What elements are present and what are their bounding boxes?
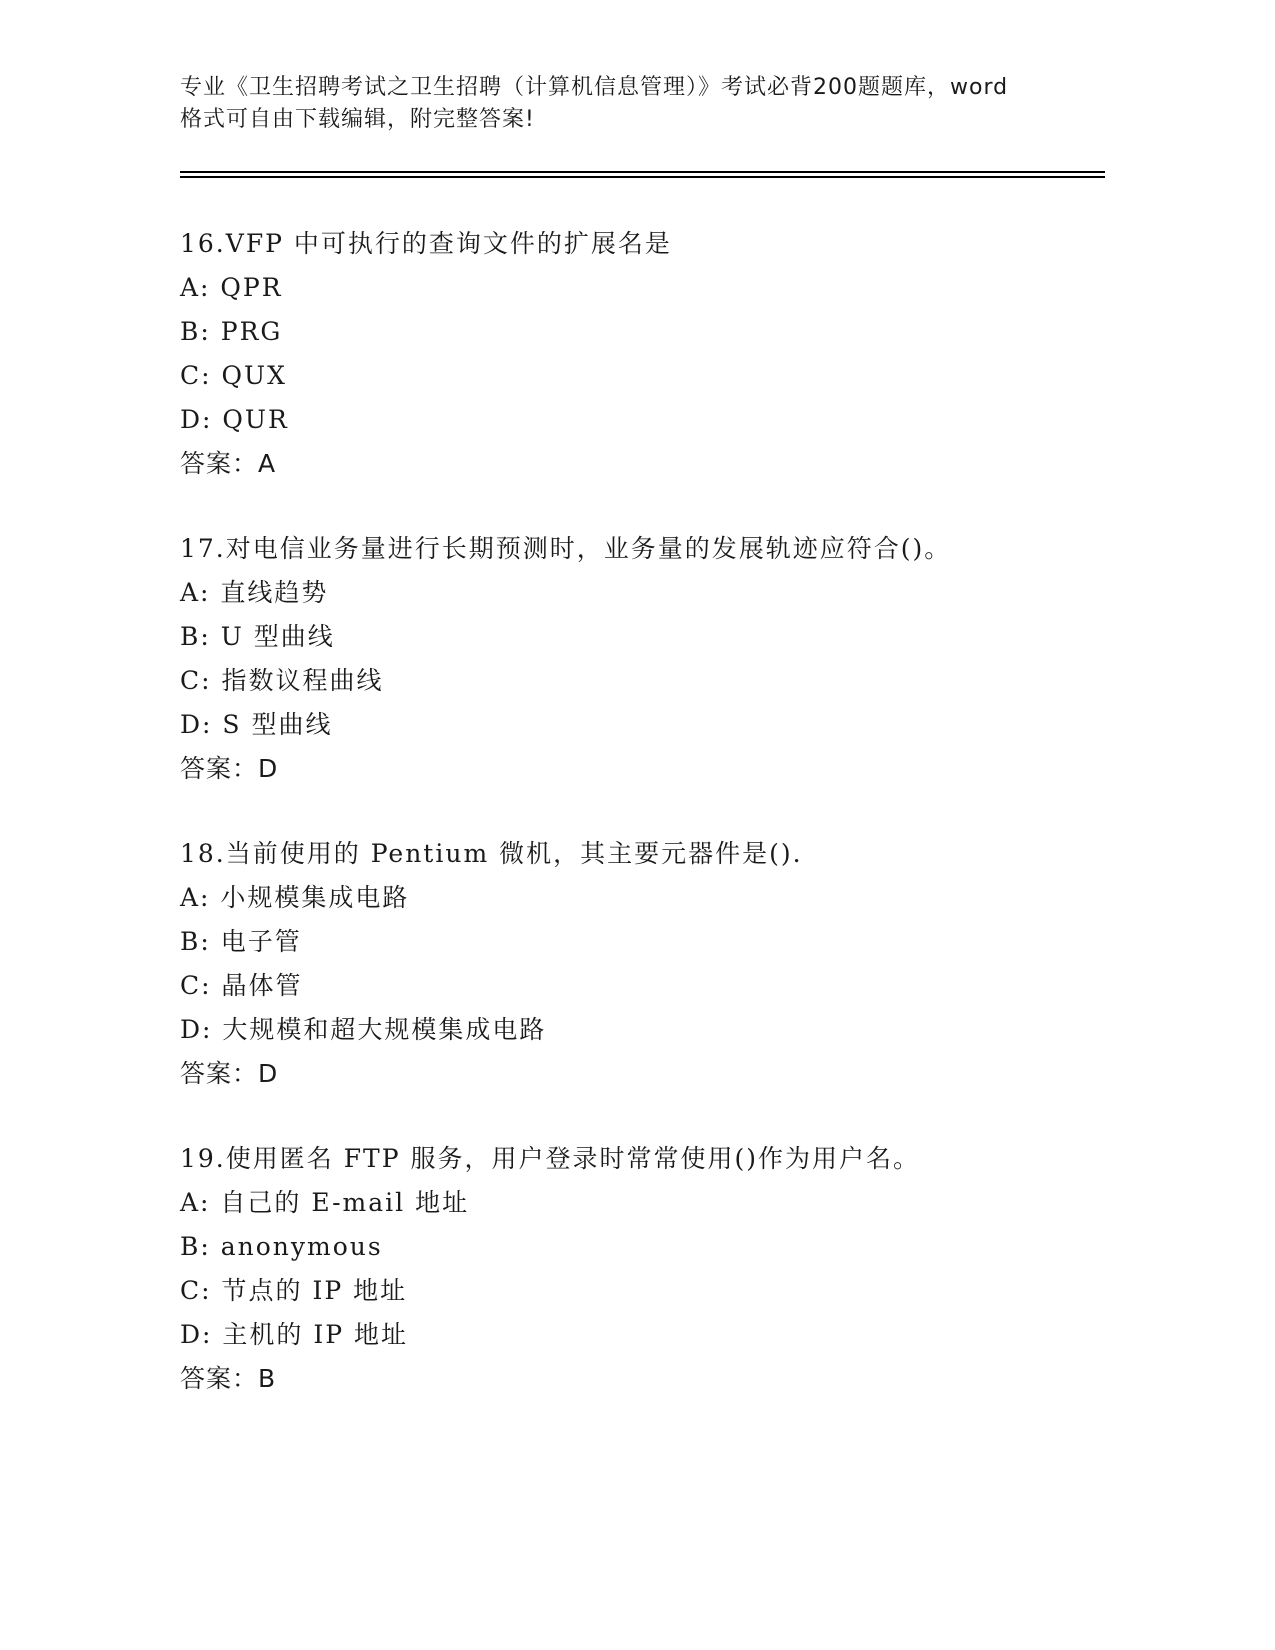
option-a: A: 直线趋势 (180, 578, 329, 607)
question-16 (180, 222, 1100, 486)
answer-label: 答案：D (180, 1059, 279, 1088)
option-a: A: QPR (180, 273, 283, 302)
option-c: C: 节点的 IP 地址 (180, 1276, 408, 1305)
question-19 (180, 1137, 1100, 1401)
option-b: B: U 型曲线 (180, 622, 335, 651)
question-stem: 18.当前使用的 Pentium 微机，其主要元器件是(). (180, 839, 803, 868)
header-divider-top (180, 171, 1105, 173)
option-d: D: 大规模和超大规模集成电路 (180, 1015, 547, 1044)
question-stem: 17.对电信业务量进行长期预测时，业务量的发展轨迹应符合()。 (180, 534, 952, 563)
header-divider-bottom (180, 176, 1105, 178)
option-d: D: 主机的 IP 地址 (180, 1320, 409, 1349)
option-b: B: PRG (180, 317, 283, 346)
header-line-1: 专业《卫生招聘考试之卫生招聘（计算机信息管理）》考试必背200题题库，word (180, 75, 1009, 100)
header-line-2: 格式可自由下载编辑，附完整答案! (180, 107, 535, 132)
answer-label: 答案：D (180, 754, 279, 783)
answer-label: 答案：B (180, 1364, 277, 1393)
option-d: D: QUR (180, 405, 289, 434)
question-17 (180, 527, 1100, 791)
option-c: C: QUX (180, 361, 287, 390)
option-a: A: 小规模集成电路 (180, 883, 410, 912)
option-b: B: anonymous (180, 1232, 383, 1261)
question-stem: 16.VFP 中可执行的查询文件的扩展名是 (180, 229, 672, 258)
option-d: D: S 型曲线 (180, 710, 333, 739)
document-header (180, 72, 1080, 136)
option-a: A: 自己的 E-mail 地址 (180, 1188, 470, 1217)
answer-label: 答案：A (180, 449, 277, 478)
question-18 (180, 832, 1100, 1096)
option-c: C: 指数议程曲线 (180, 666, 384, 695)
option-c: C: 晶体管 (180, 971, 303, 1000)
option-b: B: 电子管 (180, 927, 302, 956)
question-stem: 19.使用匿名 FTP 服务，用户登录时常常使用()作为用户名。 (180, 1144, 921, 1173)
